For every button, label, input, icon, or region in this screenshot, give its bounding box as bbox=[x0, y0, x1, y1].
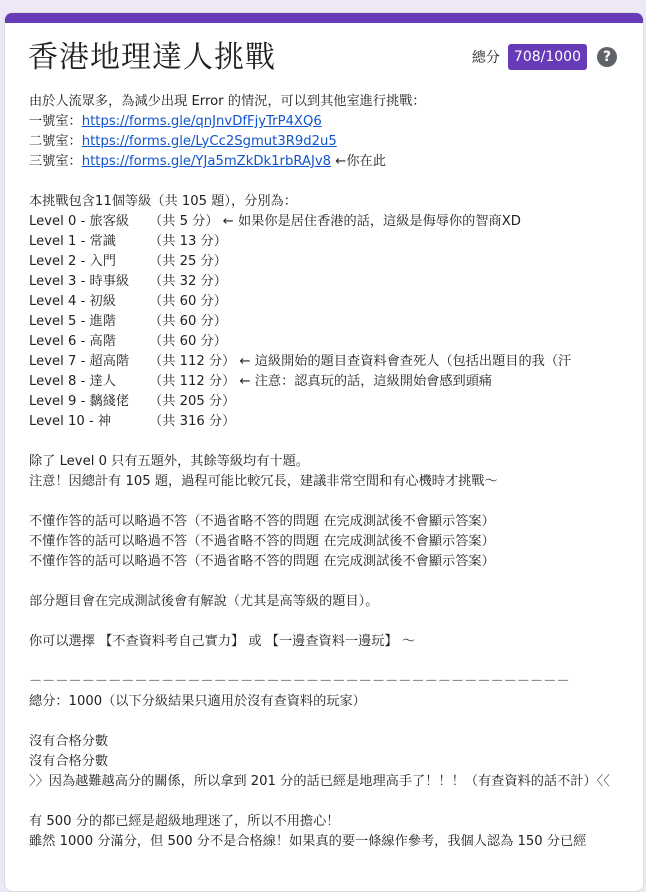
room-label: 二號室： bbox=[29, 134, 82, 149]
paragraph: 除了 Level 0 只有五題外，其餘等級均有十題。 bbox=[29, 454, 309, 469]
form-title: 香港地理達人挑戰 bbox=[28, 40, 276, 75]
level-points: （共 5 分） bbox=[149, 214, 219, 229]
room-label: 一號室： bbox=[29, 114, 82, 129]
skip-note: 不懂作答的話可以略過不答（不過省略不答的問題 在完成測試後不會顯示答案） bbox=[29, 514, 495, 529]
room-link-row bbox=[29, 112, 629, 132]
room-link[interactable]: https://forms.gle/YJa5mZkDk1rbRAJv8 bbox=[81, 154, 332, 169]
divider-line: －－－－－－－－－－－－－－－－－－－－－－－－－－－－－－－－－－－－－－－－－ bbox=[29, 674, 570, 689]
room-link[interactable]: https://forms.gle/LyCc2Sgmut3R9d2u5 bbox=[81, 134, 337, 149]
level-points: （共 60 分） bbox=[149, 314, 227, 329]
level-row bbox=[29, 252, 629, 272]
grade-text: 沒有合格分數 bbox=[29, 734, 109, 749]
level-row bbox=[29, 332, 629, 352]
room-label: 三號室： bbox=[29, 154, 82, 169]
form-header-card bbox=[4, 12, 644, 892]
grade-text: 沒有合格分數 bbox=[29, 754, 109, 769]
level-points: （共 60 分） bbox=[149, 334, 227, 349]
level-name: Level 9 - 黐綫佬 bbox=[29, 394, 130, 409]
paragraph: 注意！因總計有 105 題，過程可能比較冗長，建議非常空閒和有心機時才挑戰～ bbox=[29, 474, 498, 489]
level-row bbox=[29, 232, 629, 252]
skip-note: 不懂作答的話可以略過不答（不過省略不答的問題 在完成測試後不會顯示答案） bbox=[29, 534, 495, 549]
room-link-row bbox=[29, 152, 629, 172]
room-link-row bbox=[29, 132, 629, 152]
level-name: Level 3 - 時事級 bbox=[29, 274, 130, 289]
level-points: （共 205 分） bbox=[149, 394, 236, 409]
level-row bbox=[29, 372, 629, 392]
level-points: （共 32 分） bbox=[149, 274, 227, 289]
level-points: （共 112 分） bbox=[149, 374, 236, 389]
paragraph: 雖然 1000 分滿分，但 500 分不是合格線！如果真的要一條線作參考，我個人認為 150 分已經 bbox=[29, 834, 587, 849]
level-name: Level 8 - 達人 bbox=[29, 374, 116, 389]
level-name: Level 1 - 常識 bbox=[29, 234, 116, 249]
level-name: Level 4 - 初級 bbox=[29, 294, 116, 309]
skip-note: 不懂作答的話可以略過不答（不過省略不答的問題 在完成測試後不會顯示答案） bbox=[29, 554, 495, 569]
level-note: ← 如果你是居住香港的話，這級是侮辱你的智商XD bbox=[218, 214, 521, 229]
level-name: Level 6 - 高階 bbox=[29, 334, 116, 349]
current-room-note: ←你在此 bbox=[331, 154, 386, 169]
level-name: Level 0 - 旅客級 bbox=[29, 214, 130, 229]
level-points: （共 112 分） bbox=[149, 354, 236, 369]
form-description bbox=[29, 92, 629, 852]
accent-bar bbox=[5, 13, 643, 23]
level-row bbox=[29, 392, 629, 412]
level-note: ← 注意：認真玩的話，這級開始會感到頭痛 bbox=[235, 374, 493, 389]
level-row bbox=[29, 312, 629, 332]
level-points: （共 13 分） bbox=[149, 234, 227, 249]
level-name: Level 7 - 超高階 bbox=[29, 354, 130, 369]
paragraph: 你可以選擇 【不查資料考自己實力】 或 【一邊查資料一邊玩】 ～ bbox=[29, 634, 416, 649]
level-row bbox=[29, 272, 629, 292]
level-row bbox=[29, 292, 629, 312]
levels-intro: 本挑戰包含11個等級（共 105 題），分別為： bbox=[29, 194, 297, 209]
level-row bbox=[29, 412, 629, 432]
score-badge: 708/1000 bbox=[508, 44, 587, 70]
help-icon[interactable]: ? bbox=[597, 47, 617, 67]
intro-text: 由於人流眾多，為減少出現 Error 的情況，可以到其他室進行挑戰： bbox=[29, 94, 426, 109]
level-name: Level 10 - 神 bbox=[29, 414, 112, 429]
paragraph: 有 500 分的都已經是超級地理迷了，所以不用擔心！ bbox=[29, 814, 340, 829]
paragraph: 部分題目會在完成測試後會有解說（尤其是高等級的題目）。 bbox=[29, 594, 379, 609]
room-link[interactable]: https://forms.gle/qnJnvDfFjyTrP4XQ6 bbox=[81, 114, 322, 129]
level-name: Level 5 - 進階 bbox=[29, 314, 116, 329]
level-note: ← 這級開始的題目查資料會查死人（包括出題目的我（汗 bbox=[235, 354, 572, 369]
grade-text: 〉〉因為越難越高分的關係，所以拿到 201 分的話已經是地理高手了！！！（有查資料的話不計）〈〈 bbox=[29, 774, 610, 789]
level-points: （共 25 分） bbox=[149, 254, 227, 269]
total-score-text: 總分：1000（以下分級結果只適用於沒有查資料的玩家） bbox=[29, 694, 366, 709]
level-name: Level 2 - 入門 bbox=[29, 254, 116, 269]
level-points: （共 60 分） bbox=[149, 294, 227, 309]
level-row bbox=[29, 352, 629, 372]
level-points: （共 316 分） bbox=[149, 414, 236, 429]
score-label: 總分 bbox=[471, 50, 500, 66]
score-area bbox=[472, 44, 617, 70]
level-row bbox=[29, 212, 629, 232]
